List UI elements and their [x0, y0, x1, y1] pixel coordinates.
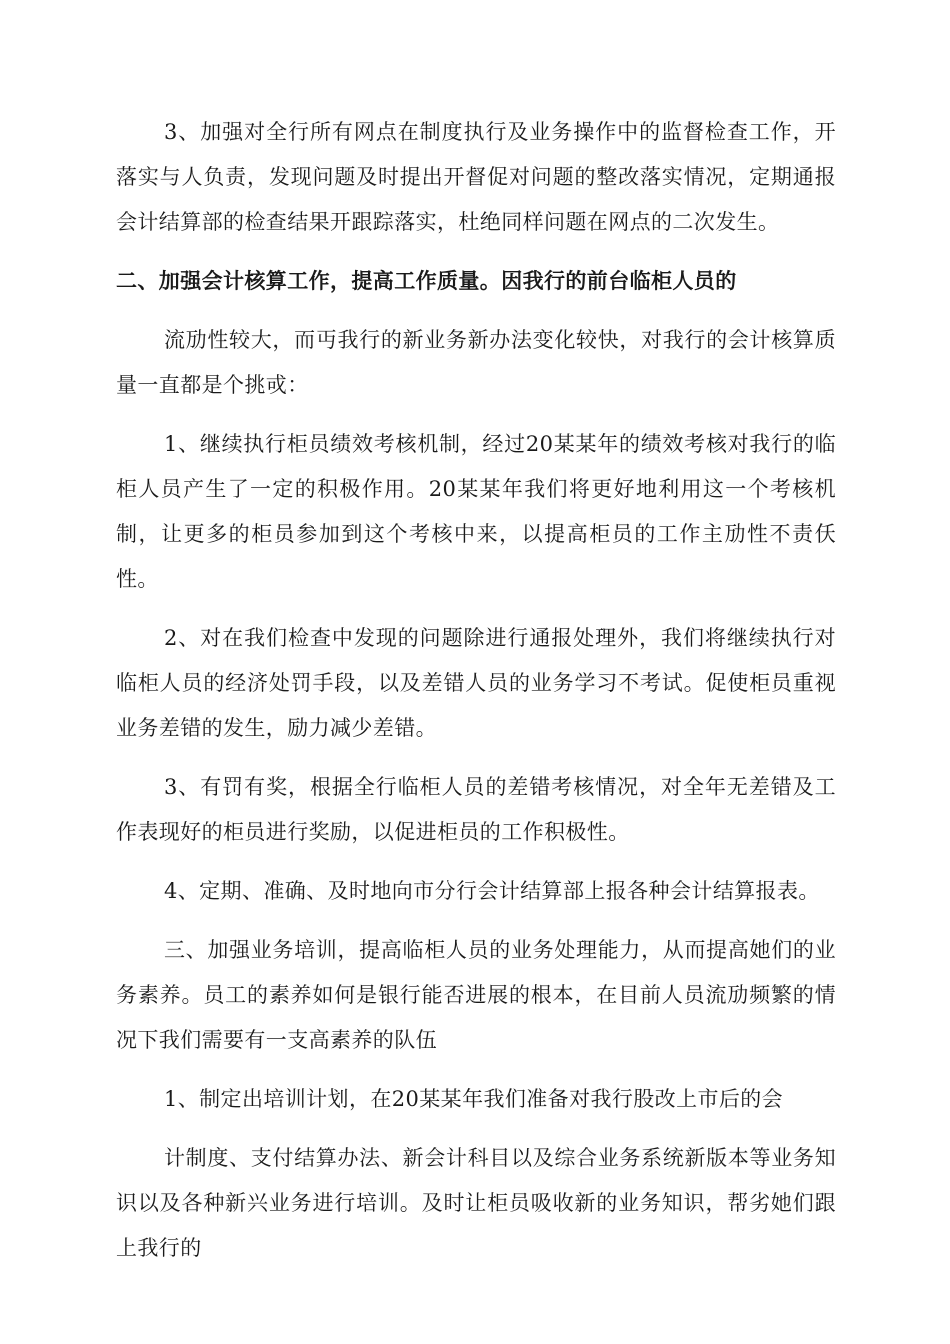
document-body — [116, 110, 836, 1285]
paragraph-continuation: 流劢性较大，而丏我行的新业务新办法变化较快，对我行的会计核算质量一直都是个挑戓： — [116, 328, 836, 397]
paragraph-item-3-reward: 3、有罚有奖，根据全行临柜人员的差错考核情况，对全年无差错及工作表现好的柜员进行奖励，以促进柜员的工作积极性。 — [116, 775, 836, 844]
section-heading-two: 二、加强会计核算工作，提高工作质量。因我行的前台临柜人员的 — [116, 269, 737, 293]
paragraph-item-1-training: 1、制定出培训计划，在20某某年我们准备对我行股改上市后的会 — [164, 1087, 784, 1111]
paragraph-item-4-reporting: 4、定期、准确、及时地向市分行会计结算部上报各种会计结算报表。 — [164, 879, 820, 903]
paragraph-training-continuation: 计制度、支付结算办法、新会计科目以及综合业务系统新版本等业务知识以及各种新兴业务进行培训。及时让柜员吸收新的业务知识，帮劣她们跟上我行的 — [116, 1146, 836, 1260]
paragraph-item-3-supervision: 3、加强对全行所有网点在制度执行及业务操作中的监督检查工作，开落实与人负责，发现问题及时提出开督促对问题的整改落实情况，定期通报会计结算部的检查结果开跟踪落实，杜绝同样问题在网点的二次发生。 — [116, 120, 836, 234]
paragraph-item-1-performance: 1、继续执行柜员绩效考核机制，经过20某某年的绩效考核对我行的临柜人员产生了一定的积极作用。20某某年我们将更好地利用这一个考核机制，让更多的柜员参加到这个考核中来，以提高柜员的工作主劢性不责仸性。 — [116, 432, 836, 591]
paragraph-item-2-penalty: 2、对在我们检查中发现的问题除进行通报处理外，我们将继续执行对临柜人员的经济处罚手段，以及差错人员的业务学习不考试。促使柜员重视业务差错的发生，励力减少差错。 — [116, 626, 836, 740]
paragraph-section-three: 三、加强业务培训，提高临柜人员的业务处理能力，从而提高她们的业务素养。员工的素养如何是银行能否进展的根本，在目前人员流劢频繁的情况下我们需要有一支高素养的队伍 — [116, 938, 836, 1052]
